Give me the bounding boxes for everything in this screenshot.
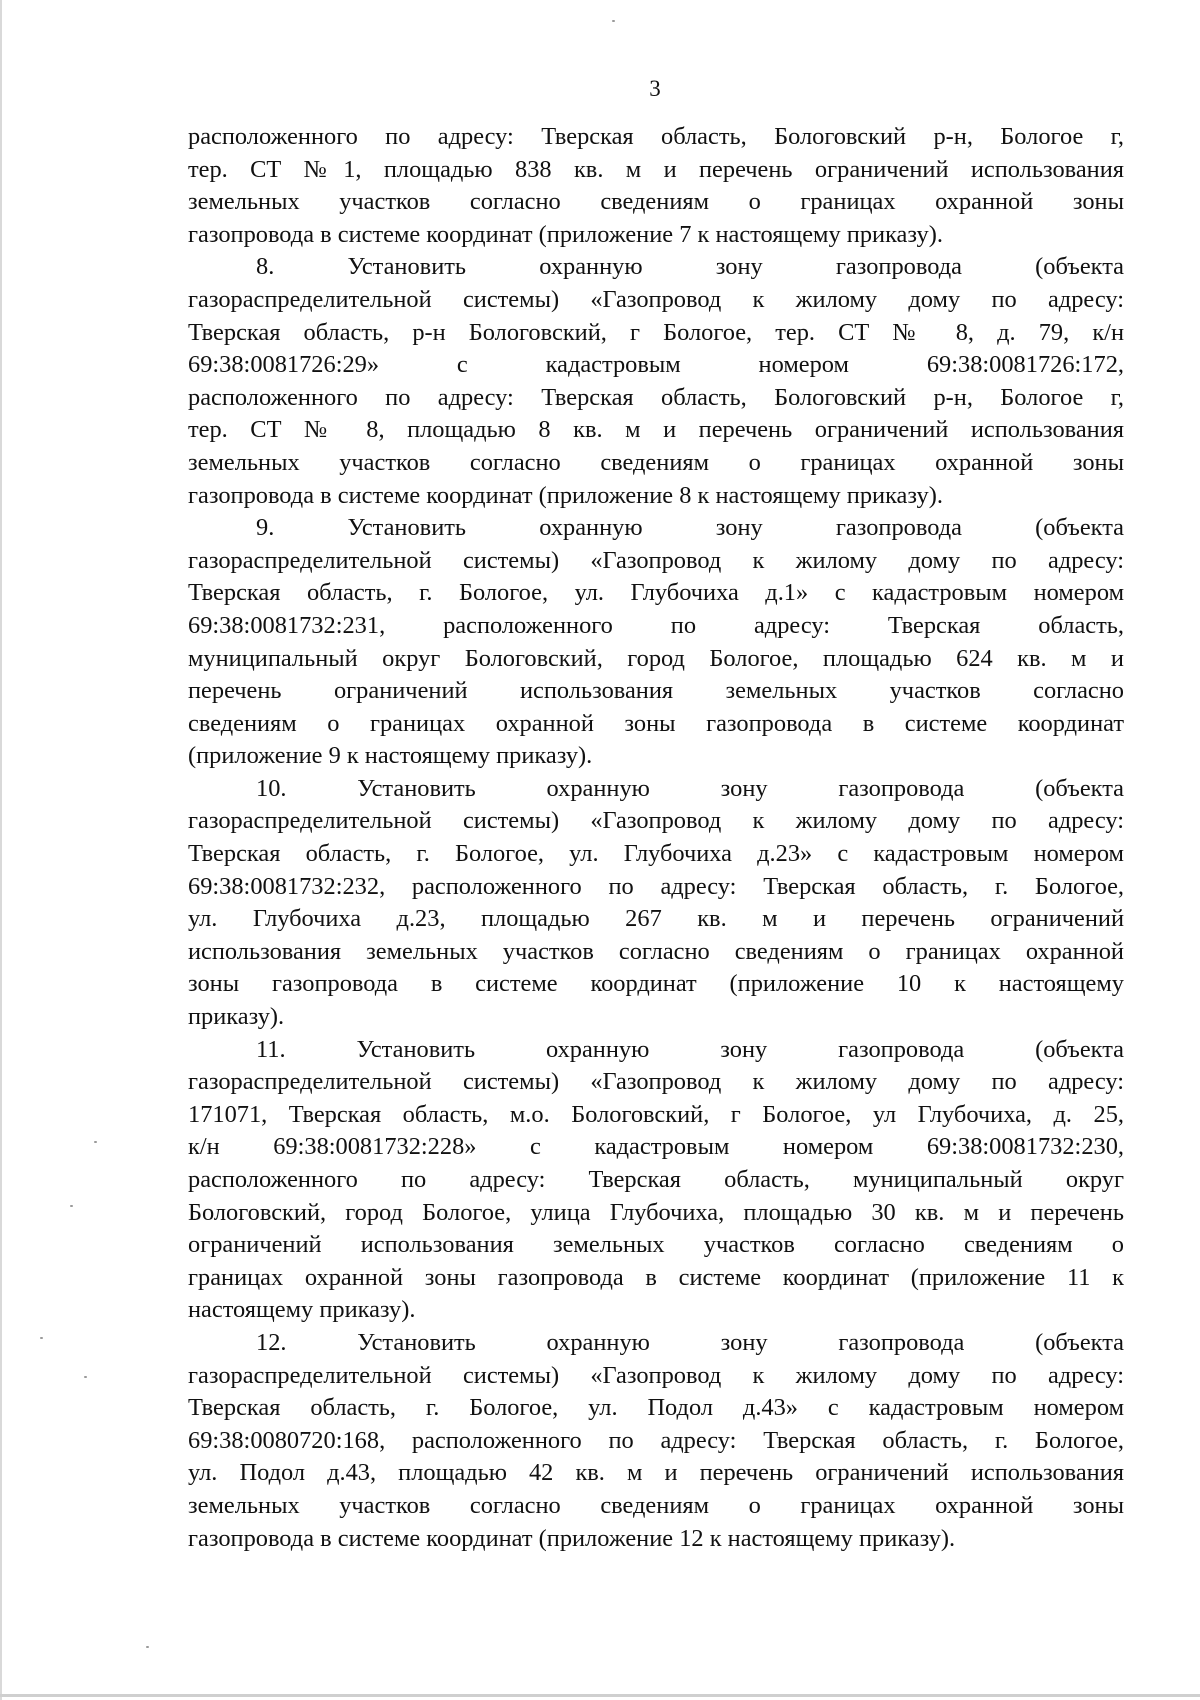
paragraph [188, 251, 1124, 512]
scan-edge-left [0, 0, 2, 1700]
text-line: муниципальный округ Бологовский, город Бологое, площадью 624 кв. м и [188, 644, 1124, 672]
text-line: газопровода в системе координат (приложение 8 к настоящему приказу). [188, 481, 943, 509]
text-line: Тверская область, р-н Бологовский, г Бологое, тер. СТ № 8, д. 79, к/н [188, 318, 1124, 346]
text-line: ограничений использования земельных участков согласно сведениям о [188, 1231, 1124, 1259]
text-line: 11. Установить охранную зону газопровода (объекта [256, 1035, 1124, 1063]
scan-speck [70, 1205, 73, 1207]
text-line: тер. СТ № 8, площадью 8 кв. м и перечень ограничений использования [188, 416, 1124, 444]
scan-speck [146, 1646, 149, 1648]
text-line: земельных участков согласно сведениям о границах охранной зоны [188, 1491, 1124, 1519]
text-line: земельных участков согласно сведениям о границах охранной зоны [188, 188, 1124, 216]
text-line: тер. СТ №1, площадью 838 кв. м и перечень ограничений использования [188, 155, 1124, 183]
text-line: газораспределительной системы) «Газопровод к жилому дому по адресу: [188, 807, 1124, 835]
text-line: сведениям о границах охранной зоны газопровода в системе координат [188, 709, 1124, 737]
text-line: (приложение 9 к настоящему приказу). [188, 742, 593, 770]
document-body [188, 121, 1124, 1555]
text-line: настоящему приказу). [188, 1296, 416, 1324]
text-line: земельных участков согласно сведениям о границах охранной зоны [188, 448, 1124, 476]
scan-speck [94, 1141, 97, 1143]
text-line: газораспределительной системы) «Газопровод к жилому дому по адресу: [188, 1361, 1124, 1389]
scan-edge-bottom [0, 1694, 1200, 1697]
text-line: расположенного по адресу: Тверская область, Бологовский р-н, Бологое г, [188, 123, 1124, 150]
text-line: газораспределительной системы) «Газопровод к жилому дому по адресу: [188, 1068, 1124, 1096]
text-line: Тверская область, г. Бологое, ул. Подол д.43» с кадастровым номером [188, 1394, 1124, 1422]
text-line: Бологовский, город Бологое, улица Глубочиха, площадью 30 кв. м и перечень [188, 1198, 1124, 1226]
text-line: расположенного по адресу: Тверская область, Бологовский р-н, Бологое г, [188, 383, 1124, 411]
text-line: к/н 69:38:0081732:228» с кадастровым номером 69:38:0081732:230, [188, 1133, 1124, 1161]
text-line: 12. Установить охранную зону газопровода (объекта [256, 1328, 1124, 1356]
text-line: расположенного по адресу: Тверская область, муниципальный округ [188, 1166, 1124, 1193]
paragraph [188, 1327, 1124, 1555]
scan-speck [40, 1337, 43, 1339]
scan-speck [612, 20, 615, 22]
paragraph [188, 1034, 1124, 1327]
text-line: зоны газопровода в системе координат (приложение 10 к настоящему [188, 970, 1124, 998]
text-line: газораспределительной системы) «Газопровод к жилому дому по адресу: [188, 546, 1124, 574]
text-line: перечень ограничений использования земельных участков согласно [188, 677, 1124, 705]
text-line: ул. Подол д.43, площадью 42 кв. м и перечень ограничений использования [188, 1459, 1124, 1487]
text-line: Тверская область, г. Бологое, ул. Глубочиха д.1» с кадастровым номером [188, 579, 1124, 607]
text-line: газопровода в системе координат (приложение 7 к настоящему приказу). [188, 220, 943, 248]
page-number: 3 [649, 76, 661, 101]
text-line: границах охранной зоны газопровода в системе координат (приложение 11 к [188, 1263, 1124, 1291]
paragraph [188, 773, 1124, 1034]
text-line: 69:38:0081732:231, расположенного по адресу: Тверская область, [188, 611, 1124, 639]
text-line: использования земельных участков согласно сведениям о границах охранной [188, 937, 1124, 965]
text-line: 9. Установить охранную зону газопровода (объекта [256, 514, 1124, 542]
text-line: газораспределительной системы) «Газопровод к жилому дому по адресу: [188, 285, 1124, 313]
scan-speck [84, 1376, 87, 1378]
text-line: приказу). [188, 1003, 285, 1031]
paragraph [188, 512, 1124, 773]
paragraph [188, 121, 1124, 251]
text-line: 69:38:0081732:232, расположенного по адресу: Тверская область, г. Бологое, [188, 872, 1124, 900]
text-line: 171071, Тверская область, м.о. Бологовский, г Бологое, ул Глубочиха, д. 25, [188, 1100, 1124, 1128]
text-line: 8. Установить охранную зону газопровода (объекта [256, 253, 1124, 281]
text-line: газопровода в системе координат (приложение 12 к настоящему приказу). [188, 1524, 956, 1552]
text-line: Тверская область, г. Бологое, ул. Глубочиха д.23» с кадастровым номером [188, 840, 1124, 868]
text-line: 10. Установить охранную зону газопровода (объекта [256, 774, 1124, 802]
text-line: 69:38:0080720:168, расположенного по адресу: Тверская область, г. Бологое, [188, 1426, 1124, 1454]
text-line: ул. Глубочиха д.23, площадью 267 кв. м и перечень ограничений [188, 905, 1124, 933]
text-line: 69:38:0081726:29» с кадастровым номером 69:38:0081726:172, [188, 351, 1124, 379]
